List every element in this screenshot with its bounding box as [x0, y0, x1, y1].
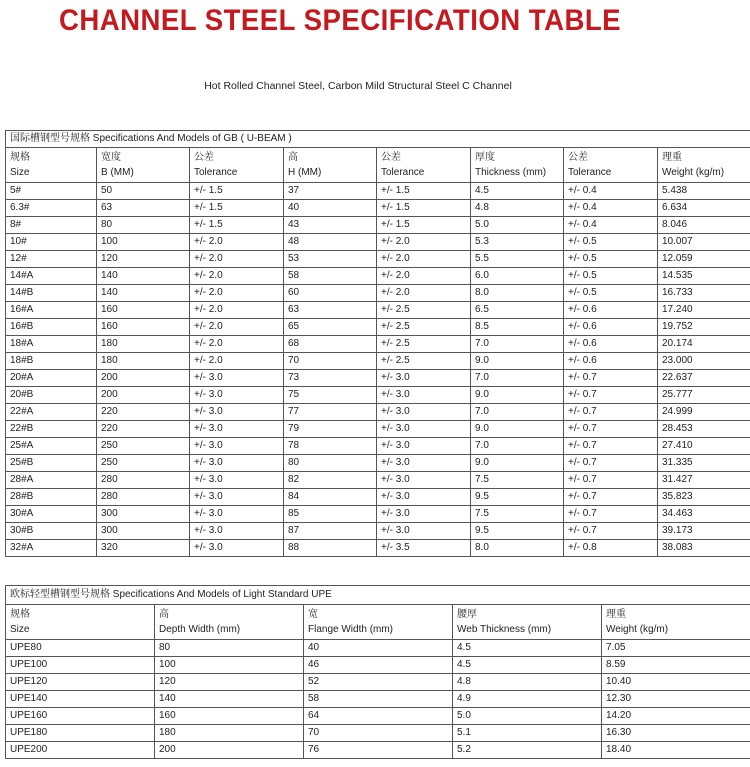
table-cell: +/- 1.5: [190, 183, 284, 200]
column-header: [155, 605, 304, 640]
table-row: [6, 708, 750, 725]
table-cell: 80: [284, 455, 377, 472]
table-cell: +/- 0.4: [564, 183, 658, 200]
column-header: [97, 148, 190, 183]
column-header-en: Tolerance: [568, 166, 612, 178]
table-cell: +/- 1.5: [190, 217, 284, 234]
table-cell: 38.083: [658, 540, 750, 557]
table-cell: 8.0: [471, 285, 564, 302]
table-cell: 14#A: [6, 268, 97, 285]
table-caption: 国际槽钢型号规格 Specifications And Models of GB ( U-BEAM ): [6, 131, 750, 148]
table-cell: 9.0: [471, 421, 564, 438]
table-cell: 4.8: [453, 674, 602, 691]
table-row: [6, 725, 750, 742]
table-cell: 28.453: [658, 421, 750, 438]
table-cell: +/- 3.0: [190, 421, 284, 438]
table-cell: 5.438: [658, 183, 750, 200]
table-cell: +/- 3.0: [190, 387, 284, 404]
table-cell: 5.3: [471, 234, 564, 251]
table-cell: +/- 3.0: [190, 489, 284, 506]
table-cell: +/- 3.0: [377, 387, 471, 404]
table-cell: 6.634: [658, 200, 750, 217]
table-cell: 6.5: [471, 302, 564, 319]
table-cell: 58: [304, 691, 453, 708]
column-header-cn: 公差: [568, 152, 588, 163]
table-cell: 80: [97, 217, 190, 234]
table-cell: +/- 2.0: [377, 268, 471, 285]
table-cell: +/- 2.0: [190, 251, 284, 268]
table-cell: 180: [97, 353, 190, 370]
table-cell: 88: [284, 540, 377, 557]
table-cell: +/- 3.0: [190, 540, 284, 557]
page-title: CHANNEL STEEL SPECIFICATION TABLE: [58, 4, 622, 37]
table-cell: 14#B: [6, 285, 97, 302]
table-cell: 31.427: [658, 472, 750, 489]
table-cell: 70: [304, 725, 453, 742]
table-cell: 18#A: [6, 336, 97, 353]
table-cell: 19.752: [658, 319, 750, 336]
table-cell: 250: [97, 438, 190, 455]
table-cell: 76: [304, 742, 453, 759]
table-cell: 18#B: [6, 353, 97, 370]
table-cell: +/- 3.5: [377, 540, 471, 557]
table-cell: UPE180: [6, 725, 155, 742]
table-cell: 12.059: [658, 251, 750, 268]
table-cell: +/- 3.0: [377, 455, 471, 472]
column-header-en: Thickness (mm): [475, 166, 547, 178]
table-cell: 22.637: [658, 370, 750, 387]
table-cell: UPE160: [6, 708, 155, 725]
table-caption-row: [6, 586, 750, 605]
column-header-en: Weight (kg/m): [606, 623, 669, 635]
column-header-cn: 宽: [308, 609, 318, 620]
table-row: [6, 657, 750, 674]
table-cell: 30#B: [6, 523, 97, 540]
table-cell: 39.173: [658, 523, 750, 540]
table-cell: 17.240: [658, 302, 750, 319]
table-row: [6, 285, 750, 302]
table-row: [6, 370, 750, 387]
page-subtitle: Hot Rolled Channel Steel, Carbon Mild Structural Steel C Channel: [204, 80, 512, 92]
table-row: [6, 523, 750, 540]
table-cell: 70: [284, 353, 377, 370]
column-header: [658, 148, 750, 183]
column-header-cn: 理重: [606, 609, 626, 620]
table-cell: 65: [284, 319, 377, 336]
table-cell: 20#B: [6, 387, 97, 404]
table-cell: +/- 3.0: [377, 404, 471, 421]
table-cell: 300: [97, 506, 190, 523]
table-caption: 欧标轻型槽钢型号规格 Specifications And Models of Light Standard UPE: [6, 586, 750, 605]
table-cell: +/- 3.0: [377, 489, 471, 506]
table-row: [6, 640, 750, 657]
table-cell: 82: [284, 472, 377, 489]
table-cell: 5#: [6, 183, 97, 200]
table-cell: +/- 0.7: [564, 472, 658, 489]
table-cell: +/- 2.0: [190, 353, 284, 370]
table-cell: 7.0: [471, 336, 564, 353]
table-cell: 4.5: [453, 640, 602, 657]
table-cell: 78: [284, 438, 377, 455]
table-cell: 63: [284, 302, 377, 319]
table-cell: +/- 2.5: [377, 302, 471, 319]
table-cell: 7.5: [471, 472, 564, 489]
table-cell: +/- 2.0: [190, 319, 284, 336]
column-header: [284, 148, 377, 183]
column-header-en: Depth Width (mm): [159, 623, 241, 635]
column-header-cn: 规格: [10, 609, 30, 620]
table-cell: +/- 2.0: [190, 336, 284, 353]
table-cell: 7.0: [471, 370, 564, 387]
table-cell: 9.0: [471, 387, 564, 404]
table-cell: 28#A: [6, 472, 97, 489]
table-cell: 9.0: [471, 455, 564, 472]
column-header: [564, 148, 658, 183]
table-cell: 160: [97, 319, 190, 336]
table-row: [6, 404, 750, 421]
table-row: [6, 234, 750, 251]
table-cell: 280: [97, 489, 190, 506]
table-cell: 84: [284, 489, 377, 506]
table-header-row: [6, 605, 750, 640]
table-cell: 4.9: [453, 691, 602, 708]
table-cell: +/- 2.0: [190, 234, 284, 251]
table-cell: 22#B: [6, 421, 97, 438]
table-cell: +/- 0.5: [564, 285, 658, 302]
table-row: [6, 421, 750, 438]
table-row: [6, 336, 750, 353]
table-cell: 7.5: [471, 506, 564, 523]
table-cell: 16.733: [658, 285, 750, 302]
table-row: [6, 438, 750, 455]
table-cell: 5.0: [471, 217, 564, 234]
table-cell: +/- 2.5: [377, 353, 471, 370]
table-cell: +/- 3.0: [190, 404, 284, 421]
table-cell: 5.0: [453, 708, 602, 725]
table-cell: 16#B: [6, 319, 97, 336]
table-cell: 30#A: [6, 506, 97, 523]
table-cell: 35.823: [658, 489, 750, 506]
table-cell: 8.59: [602, 657, 750, 674]
table-cell: 32#A: [6, 540, 97, 557]
table-cell: UPE80: [6, 640, 155, 657]
table-cell: 18.40: [602, 742, 750, 759]
column-header: [377, 148, 471, 183]
table-cell: +/- 1.5: [377, 200, 471, 217]
table-row: [6, 268, 750, 285]
table-cell: 5.2: [453, 742, 602, 759]
table-cell: +/- 0.8: [564, 540, 658, 557]
table-cell: 27.410: [658, 438, 750, 455]
table-cell: 60: [284, 285, 377, 302]
table-cell: +/- 2.5: [377, 319, 471, 336]
table-cell: +/- 0.4: [564, 217, 658, 234]
column-header-en: B (MM): [101, 166, 134, 178]
table-cell: 7.0: [471, 438, 564, 455]
table-cell: 8.046: [658, 217, 750, 234]
table-cell: +/- 0.6: [564, 319, 658, 336]
table-cell: 4.5: [471, 183, 564, 200]
table-row: [6, 387, 750, 404]
table-cell: 7.05: [602, 640, 750, 657]
table-cell: +/- 0.4: [564, 200, 658, 217]
table-cell: +/- 0.7: [564, 489, 658, 506]
column-header-cn: 高: [288, 152, 298, 163]
table-row: [6, 472, 750, 489]
table-cell: 14.20: [602, 708, 750, 725]
table-cell: 220: [97, 421, 190, 438]
gb-spec-table: [5, 130, 750, 557]
table-cell: +/- 2.0: [190, 302, 284, 319]
table-row: [6, 540, 750, 557]
table-cell: +/- 0.6: [564, 302, 658, 319]
table-cell: 23.000: [658, 353, 750, 370]
column-header-en: Size: [10, 623, 30, 635]
table-cell: +/- 0.7: [564, 438, 658, 455]
table-cell: UPE100: [6, 657, 155, 674]
table-cell: 16.30: [602, 725, 750, 742]
table-cell: 4.5: [453, 657, 602, 674]
column-header: [453, 605, 602, 640]
table-cell: +/- 0.7: [564, 404, 658, 421]
table-cell: +/- 2.0: [377, 285, 471, 302]
table-cell: +/- 1.5: [377, 217, 471, 234]
table-cell: 200: [97, 370, 190, 387]
table-cell: +/- 3.0: [190, 438, 284, 455]
table-cell: 10#: [6, 234, 97, 251]
table-cell: 10.40: [602, 674, 750, 691]
table-cell: 87: [284, 523, 377, 540]
table-cell: 77: [284, 404, 377, 421]
column-header-en: Size: [10, 166, 30, 178]
column-header-cn: 腰厚: [457, 609, 477, 620]
table-cell: UPE140: [6, 691, 155, 708]
table-row: [6, 251, 750, 268]
table-cell: +/- 3.0: [377, 438, 471, 455]
table-cell: 100: [155, 657, 304, 674]
table-cell: 22#A: [6, 404, 97, 421]
table-cell: +/- 2.0: [377, 251, 471, 268]
table-row: [6, 691, 750, 708]
table-cell: 5.1: [453, 725, 602, 742]
table-cell: 300: [97, 523, 190, 540]
table-cell: 140: [97, 285, 190, 302]
column-header-cn: 高: [159, 609, 169, 620]
table-cell: +/- 0.6: [564, 336, 658, 353]
table-cell: 80: [155, 640, 304, 657]
column-header-cn: 规格: [10, 152, 30, 163]
table-cell: 79: [284, 421, 377, 438]
table-row: [6, 674, 750, 691]
table-cell: 14.535: [658, 268, 750, 285]
table-row: [6, 319, 750, 336]
column-header-en: Flange Width (mm): [308, 623, 394, 635]
table-cell: +/- 0.7: [564, 421, 658, 438]
column-header-cn: 公差: [194, 152, 214, 163]
table-cell: +/- 3.0: [190, 370, 284, 387]
table-cell: 140: [97, 268, 190, 285]
table-cell: +/- 0.5: [564, 234, 658, 251]
column-header-cn: 宽度: [101, 152, 121, 163]
table-row: [6, 489, 750, 506]
table-cell: 200: [155, 742, 304, 759]
column-header: [304, 605, 453, 640]
table-cell: +/- 0.7: [564, 387, 658, 404]
table-cell: 180: [97, 336, 190, 353]
table-cell: +/- 3.0: [377, 523, 471, 540]
table-cell: 12#: [6, 251, 97, 268]
table-cell: 46: [304, 657, 453, 674]
table-cell: 220: [97, 404, 190, 421]
table-cell: +/- 2.0: [190, 268, 284, 285]
table-cell: 250: [97, 455, 190, 472]
table-cell: 10.007: [658, 234, 750, 251]
table-cell: +/- 3.0: [377, 506, 471, 523]
table-cell: 280: [97, 472, 190, 489]
table-cell: 16#A: [6, 302, 97, 319]
table-cell: 85: [284, 506, 377, 523]
table-row: [6, 353, 750, 370]
table-cell: 100: [97, 234, 190, 251]
table-cell: 6.0: [471, 268, 564, 285]
table-cell: 48: [284, 234, 377, 251]
column-header: [471, 148, 564, 183]
table-cell: 160: [97, 302, 190, 319]
table-row: [6, 217, 750, 234]
column-header-en: Weight (kg/m): [662, 166, 725, 178]
column-header-en: Tolerance: [194, 166, 238, 178]
table-cell: 37: [284, 183, 377, 200]
table-header-row: [6, 148, 750, 183]
table-cell: +/- 2.0: [377, 234, 471, 251]
table-cell: 52: [304, 674, 453, 691]
table-cell: 12.30: [602, 691, 750, 708]
table-cell: +/- 0.5: [564, 268, 658, 285]
table-cell: UPE200: [6, 742, 155, 759]
table-cell: +/- 0.5: [564, 251, 658, 268]
table-cell: 8#: [6, 217, 97, 234]
table-cell: 40: [304, 640, 453, 657]
table-cell: +/- 3.0: [377, 421, 471, 438]
table-row: [6, 455, 750, 472]
table-cell: 24.999: [658, 404, 750, 421]
column-header: [6, 148, 97, 183]
table-cell: 34.463: [658, 506, 750, 523]
column-header-cn: 厚度: [475, 152, 495, 163]
table-cell: +/- 0.6: [564, 353, 658, 370]
column-header-cn: 理重: [662, 152, 682, 163]
table-cell: +/- 3.0: [190, 523, 284, 540]
table-cell: 50: [97, 183, 190, 200]
table-cell: 40: [284, 200, 377, 217]
table-cell: +/- 2.5: [377, 336, 471, 353]
table-cell: 20.174: [658, 336, 750, 353]
table-cell: +/- 2.0: [190, 285, 284, 302]
table-cell: +/- 0.7: [564, 506, 658, 523]
table-cell: 43: [284, 217, 377, 234]
table-cell: 4.8: [471, 200, 564, 217]
table-caption-row: [6, 131, 750, 148]
table-cell: 63: [97, 200, 190, 217]
table-cell: 25#B: [6, 455, 97, 472]
table-cell: 120: [97, 251, 190, 268]
table-cell: 8.0: [471, 540, 564, 557]
table-cell: 9.5: [471, 523, 564, 540]
table-cell: 53: [284, 251, 377, 268]
table-cell: 120: [155, 674, 304, 691]
column-header-en: Web Thickness (mm): [457, 623, 552, 635]
column-header-en: Tolerance: [381, 166, 425, 178]
table-cell: +/- 0.7: [564, 370, 658, 387]
table-cell: +/- 3.0: [190, 472, 284, 489]
table-cell: 160: [155, 708, 304, 725]
table-cell: 140: [155, 691, 304, 708]
table-row: [6, 506, 750, 523]
table-cell: +/- 3.0: [377, 370, 471, 387]
table-cell: 20#A: [6, 370, 97, 387]
column-header-cn: 公差: [381, 152, 401, 163]
table-cell: 320: [97, 540, 190, 557]
table-cell: 58: [284, 268, 377, 285]
column-header-en: H (MM): [288, 166, 322, 178]
upe-spec-table: [5, 585, 750, 759]
table-row: [6, 200, 750, 217]
column-header: [190, 148, 284, 183]
column-header: [6, 605, 155, 640]
table-cell: 9.0: [471, 353, 564, 370]
column-header: [602, 605, 750, 640]
table-cell: +/- 0.7: [564, 455, 658, 472]
table-cell: 5.5: [471, 251, 564, 268]
table-cell: +/- 0.7: [564, 523, 658, 540]
table-cell: 6.3#: [6, 200, 97, 217]
table-cell: 73: [284, 370, 377, 387]
table-cell: 31.335: [658, 455, 750, 472]
table-cell: 25#A: [6, 438, 97, 455]
table-cell: 180: [155, 725, 304, 742]
table-cell: +/- 3.0: [190, 506, 284, 523]
table-cell: +/- 3.0: [190, 455, 284, 472]
table-cell: 75: [284, 387, 377, 404]
table-cell: 64: [304, 708, 453, 725]
table-cell: 200: [97, 387, 190, 404]
table-cell: UPE120: [6, 674, 155, 691]
table-cell: +/- 3.0: [377, 472, 471, 489]
table-cell: +/- 1.5: [377, 183, 471, 200]
table-cell: 28#B: [6, 489, 97, 506]
table-cell: 68: [284, 336, 377, 353]
table-cell: 25.777: [658, 387, 750, 404]
table-cell: 7.0: [471, 404, 564, 421]
table-cell: 9.5: [471, 489, 564, 506]
table-cell: +/- 1.5: [190, 200, 284, 217]
table-cell: 8.5: [471, 319, 564, 336]
table-row: [6, 183, 750, 200]
table-row: [6, 742, 750, 759]
table-row: [6, 302, 750, 319]
